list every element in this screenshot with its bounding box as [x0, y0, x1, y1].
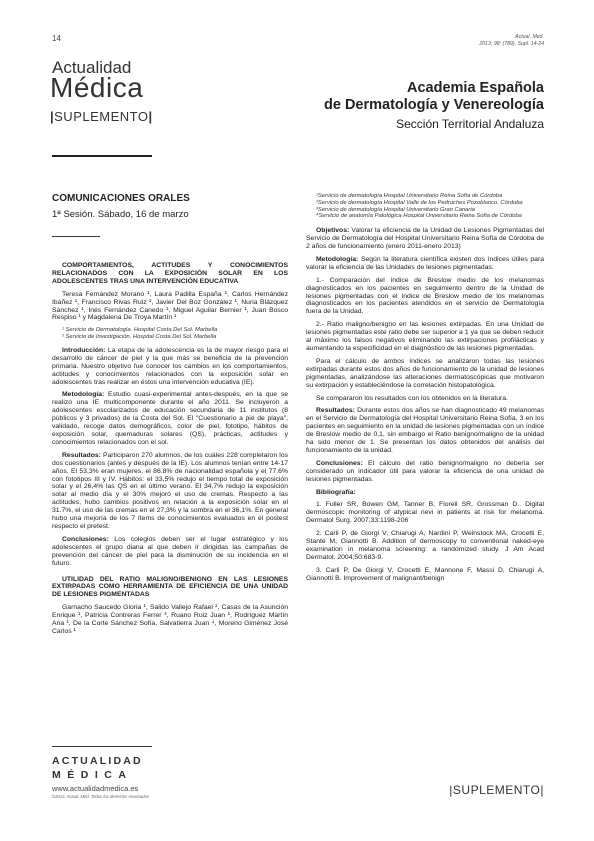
article2-paragraph4: Se compararon los resultados con los obtenidos en la literatura. [316, 394, 508, 402]
left-column [52, 262, 288, 641]
conclusions-label: Conclusiones: [316, 459, 363, 467]
conclusions-text: Los colegios deben ser el lugar estratégico y los adolescentes el grupo diana al que deben ir dirigidas las campañas de prevención del cáncer de piel para la disminución de su incidencia en el futuro. [52, 535, 288, 567]
article2-methods [306, 256, 544, 272]
footer-logo-line1: ACTUALIDAD [52, 755, 143, 767]
article2-title: UTILIDAD DEL RATIO MALIGNO/BENIGNO EN LAS LESIONES EXTIRPADAS COMO HERRAMIENTA DE EFICIENCIA DE UNA UNIDAD DE LESIONES PIGMENTADAS [52, 575, 288, 599]
bibliography-heading: Bibliografía: [316, 488, 356, 496]
article1-title: COMPORTAMIENTOS, ACTITUDES Y CONOCIMIENTOS RELACIONADOS CON LA EXPOSICIÓN SOLAR EN LOS ADOLESCENTES TRAS UNA INTERVENCIÓN EDUCATIVA [52, 262, 288, 285]
article2-affil1: ¹Servicio de dermatología Hospital Universitario Reina Sofía de Córdoba [316, 193, 503, 199]
footer-divider [52, 746, 152, 747]
article1-authors: Teresa Fernández Morano ¹, Laura Padilla España ¹, Carlos Hernández Ibáñez ¹, Francisco Rivas Ruiz ², Javier Del Boz González ¹, Nuria Blázquez Sánchez ¹, Inés Fernández Canedo ¹, Miguel Aguilar Bernier ¹, Juan Bosco Respiso ¹ y Magdalena De Troya Martín ¹ [52, 290, 288, 322]
logo-medica: Médica [50, 72, 144, 103]
objectives-label: Objetivos: [316, 227, 350, 235]
objectives-text: Valorar la eficiencia de la Unidad de Lesiones Pigmentadas del Servicio de Dermatología del Hospital Universitario Reina Sofía de Córdoba de 2 años de funcionamiento (enero 2011-enero 2013) [306, 227, 544, 250]
methods-label: Metodología: [316, 255, 359, 263]
academy-section: Sección Territorial Andaluza [396, 117, 544, 131]
conclusions-text: El cálculo del ratio benigno/maligno no debería ser considerado un indicador útil para valorar la eficiencia de una unidad de lesiones pigmentadas. [306, 459, 544, 483]
footer-suplemento-text: SUPLEMENTO [452, 783, 541, 797]
academy-title-line1: Academia Española [407, 80, 544, 96]
journal-ref-line1: Actual. Med. [515, 34, 544, 40]
logo-suplemento: |SUPLEMENTO| [50, 109, 153, 124]
article1-affil1: ¹ Servicio de Dermatología. Hospital Costa Del Sol. Marbella [62, 327, 218, 334]
intro-text: La etapa de la adolescencia es la de mayor riesgo para el desarrollo de cáncer de piel y la que más se beneficia de la prevención primaria. Nuestro objetivo fue conocer los cambios en los comportamientos, actitudes y conocimientos relacionados con la exposición solar en adolescentes tras realizar en éstos una intervención educativa (IE). [52, 346, 288, 386]
article1-intro [52, 347, 288, 387]
session-title: 1ª Sesión. Sábado, 16 de marzo [52, 209, 189, 220]
bibliography-item-3: 3. Carli P, De Giorgi V, Crocetti E, Mannone F, Massi D, Chiarugi A, Giannotti B. Improvement of malignant/benign [306, 566, 544, 582]
logo-actualidad: Actualidad [52, 58, 132, 77]
academy-title-line2: de Dermatología y Venereología [324, 97, 544, 113]
article2-affiliations [316, 193, 544, 220]
article2-objectives [306, 227, 544, 251]
results-text: Durante estos dos años se han diagnosticado 49 melanomas en el Servicio de Dermatología del Hospital Universitario Reina Sofía, 3 en los pacientes en seguimiento en la unidad de lesiones pigmentadas con un índice de Breslow medio de 0,1, sin embargo el Ratio benigno/maligno de la unidad ha sido menor de 1. Se presentan los datos obtenidos del análisis del funcionamiento de la unidad. [306, 407, 544, 454]
article2-affil2: ²Servicio de dermatología Hospital Valle de los Pedroches Pozoblanco. Córdoba [316, 199, 523, 206]
footer-copyright: ©2013. Actual. Med. Todos los derechos reservados [52, 794, 150, 799]
results-label: Resultados: [62, 451, 101, 459]
methods-text: Según la literatura científica existen dos índices útiles para valorar la eficiencia de las Unidades de lesiones pigmentadas: [306, 255, 544, 271]
methods-text: Estudio cuasi-experimental antes-después, en la que se realizó una IE multicomponente durante el año 2011. Se incluyeron a adolescentes escolarizados de educación secundaria de 11 institutos (8 públicos y 3 privados) de la Costa del Sol. El "Cuestionario a pie de playa", validado, recoge datos demográficos, color de piel, fototipo, hábitos de exposición solar, quemaduras solares (QS), prácticas, actitudes y conocimientos relacionados con el sol. [52, 391, 288, 446]
article2-point2: 2.- Ratio maligno/benigno en las lesiones extirpadas. En una Unidad de lesiones pigmentadas este ratio debe ser superior a 1 ya que se deben reducir al máximo los falsos negativos eliminando las extirpaciones profilácticas y aumentando la especificidad en el diagnóstico de las lesiones pigmentadas. [306, 321, 544, 352]
article2-results [306, 407, 544, 454]
bibliography-item-1: 1. Fuller SR, Bowen GM, Tanner B, Florell SR, Grossman D.. Digital dermoscopic monitoring of atypical nevi in patients at risk for melanoma. Dermatol Surg. 2007;33:1198-206 [306, 501, 544, 525]
footer-suplemento: |SUPLEMENTO| [449, 783, 544, 797]
right-column [306, 193, 544, 588]
bibliography-item-2: 2. Carli P, de Giorgi V, Chiarugi A, Nardini P, Weinstock MA, Crocetti E, Stante M, Giannotti B. Addition of dermoscopy to conventional naked-eye examination in melanoma screening: a randomized study. J Am Acad Dermatol. 2004;50:683-9. [306, 530, 544, 561]
conclusions-label: Conclusiones: [62, 535, 109, 543]
section-title: COMUNICACIONES ORALES [52, 193, 190, 204]
article2-affil4: ⁴Servicio de anatomía Patológica Hospital Universitario Reina Sofía de Córdoba [316, 213, 522, 220]
article2-conclusions [306, 460, 544, 484]
session-divider [52, 236, 100, 237]
article2-affil3: ³Servicio de dermatología Hospital Universitario Gran Canaria [316, 206, 475, 213]
logo-suplemento-text: SUPLEMENTO [54, 109, 149, 124]
article2-point1: 1.- Comparación del índice de Breslow medio de los melanomas diagnosticados en los pacientes en seguimiento dentro de la Unidad de lesiones pigmentadas con el índice de Breslow medio de los melanomas diagnosticados en los pacientes atendidos en el servicio de Dermatología fuera de la Unidad. [306, 276, 544, 316]
article1-affiliations [62, 327, 288, 341]
page-number: 14 [52, 34, 61, 43]
article2-authors: Garnacho Saucedo Gloria ¹, Salido Vallejo Rafael ², Casas de la Asunción Enrique ¹, Patricia Contreras Ferrer ³, Ruano Ruiz Juan ¹, Rodríguez Martín Ana ¹, De la Corte Sánchez Sofía, Salvatierra Juan ⁴, Moreno Giménez José Carlos ¹ [52, 604, 288, 635]
results-label: Resultados: [316, 407, 355, 415]
header-divider [52, 155, 152, 157]
article1-conclusions [52, 536, 288, 568]
article2-paragraph3: Para el cálculo de ambos índices se analizaron todas las lesiones extirpadas durante estos dos años de funcionamiento de la unidad de lesiones pigmentadas, analizándose las alteraciones dermatoscópicas que motivaron su extirpación y estableciéndose la correlación histopatológica. [306, 357, 544, 389]
journal-reference [479, 34, 544, 47]
journal-ref-line2: 2013; 98: (789). Supl. 14-24 [479, 40, 544, 47]
footer-logo-line2: MÉDICA [52, 769, 133, 781]
article1-results [52, 452, 288, 531]
intro-label: Introducción: [62, 346, 106, 354]
article1-affil2: ² Servicio de Investigación. Hospital Costa Del Sol. Marbella [62, 334, 217, 341]
methods-label: Metodología: [62, 391, 105, 399]
article1-methods [52, 391, 288, 446]
results-text: Participaron 270 alumnos, de los cuáles 228 completaron los dos cuestionarios (antes y después de la IE). Los alumnos tenían entre 14-17 años. El 53,3% eran mujeres, el 86.8% de nacionalidad española y el 77.6% con fototipos III y IV. Hábitos: el 33,5% redujo el tiempo total de exposición solar y el 26,4% las QS en el último verano. El 34.7% redujo la exposición solar al medio día y el 30% mejoró el uso de cremas. Respecto a las actitudes, hubo cambios positivos en relación a la exposición solar en el 31.7%, el uso de las cremas en el 27,3% y la sombra en el 36,1%. En general hubo una mejoría de los 7 ítems de conocimientos evaluados en el postest respecto el pretest. [52, 451, 288, 530]
bibliography-list [306, 501, 544, 582]
footer-url: www.actualidadmedica.es [52, 784, 139, 793]
